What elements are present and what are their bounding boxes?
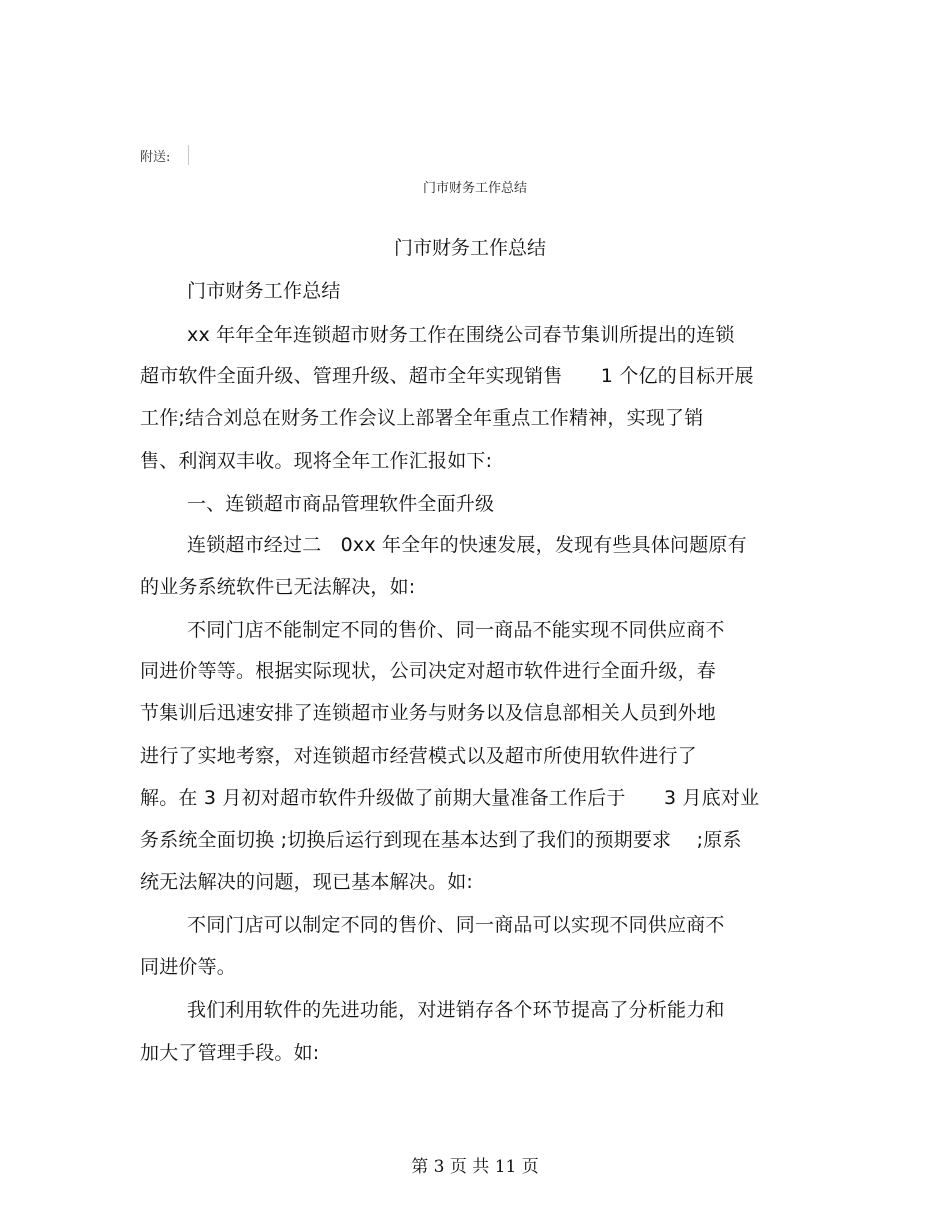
paragraph-line: 工作;结合刘总在财务工作会议上部署全年重点工作精神，实现了销 (140, 407, 704, 429)
text-cursor-divider (188, 145, 189, 165)
paragraph-line: 同进价等等。根据实际现状，公司决定对超市软件进行全面升级，春 (140, 660, 717, 682)
section-heading: 一、连锁超市商品管理软件全面升级 (187, 493, 495, 515)
paragraph-line: 统无法解决的问题，现已基本解决。如: (140, 871, 474, 893)
paragraph-line: 不同门店不能制定不同的售价、同一商品不能实现不同供应商不 (187, 619, 725, 641)
attachment-label: 附送: (140, 150, 171, 165)
page-subtitle: 门市财务工作总结 (422, 181, 527, 196)
paragraph-line: 同进价等。 (140, 956, 237, 978)
paragraph-line: 进行了实地考察，对连锁超市经营模式以及超市所使用软件进行了 (140, 745, 697, 767)
paragraph-line: 解。在 3 月初对超市软件升级做了前期大量准备工作后于 3 月底对业 (140, 787, 760, 809)
paragraph-line: 节集训后迅速安排了连锁超市业务与财务以及信息部相关人员到外地 (140, 702, 717, 724)
paragraph-line: 售、利润双丰收。现将全年工作汇报如下: (140, 450, 493, 472)
paragraph-line: 加大了管理手段。如: (140, 1042, 320, 1064)
paragraph-line: 的业务系统软件已无法解决，如: (140, 576, 416, 598)
paragraph-line: 务系统全面切换 ;切换后运行到现在基本达到了我们的预期要求 ;原系 (140, 829, 742, 851)
paragraph-line: 超市软件全面升级、管理升级、超市全年实现销售 1 个亿的目标开展 (140, 365, 754, 387)
paragraph-line: 连锁超市经过二 0xx 年全年的快速发展，发现有些具体问题原有 (187, 534, 747, 556)
paragraph-line: 我们利用软件的先进功能，对进销存各个环节提高了分析能力和 (187, 999, 725, 1021)
page-indicator: 第 3 页 共 11 页 (411, 1157, 539, 1177)
paragraph-line: 不同门店可以制定不同的售价、同一商品可以实现不同供应商不 (187, 914, 725, 936)
document-title: 门市财务工作总结 (393, 237, 546, 259)
paragraph-line: xx 年年全年连锁超市财务工作在围绕公司春节集训所提出的连锁 (187, 324, 735, 346)
paragraph-line: 门市财务工作总结 (187, 280, 341, 302)
